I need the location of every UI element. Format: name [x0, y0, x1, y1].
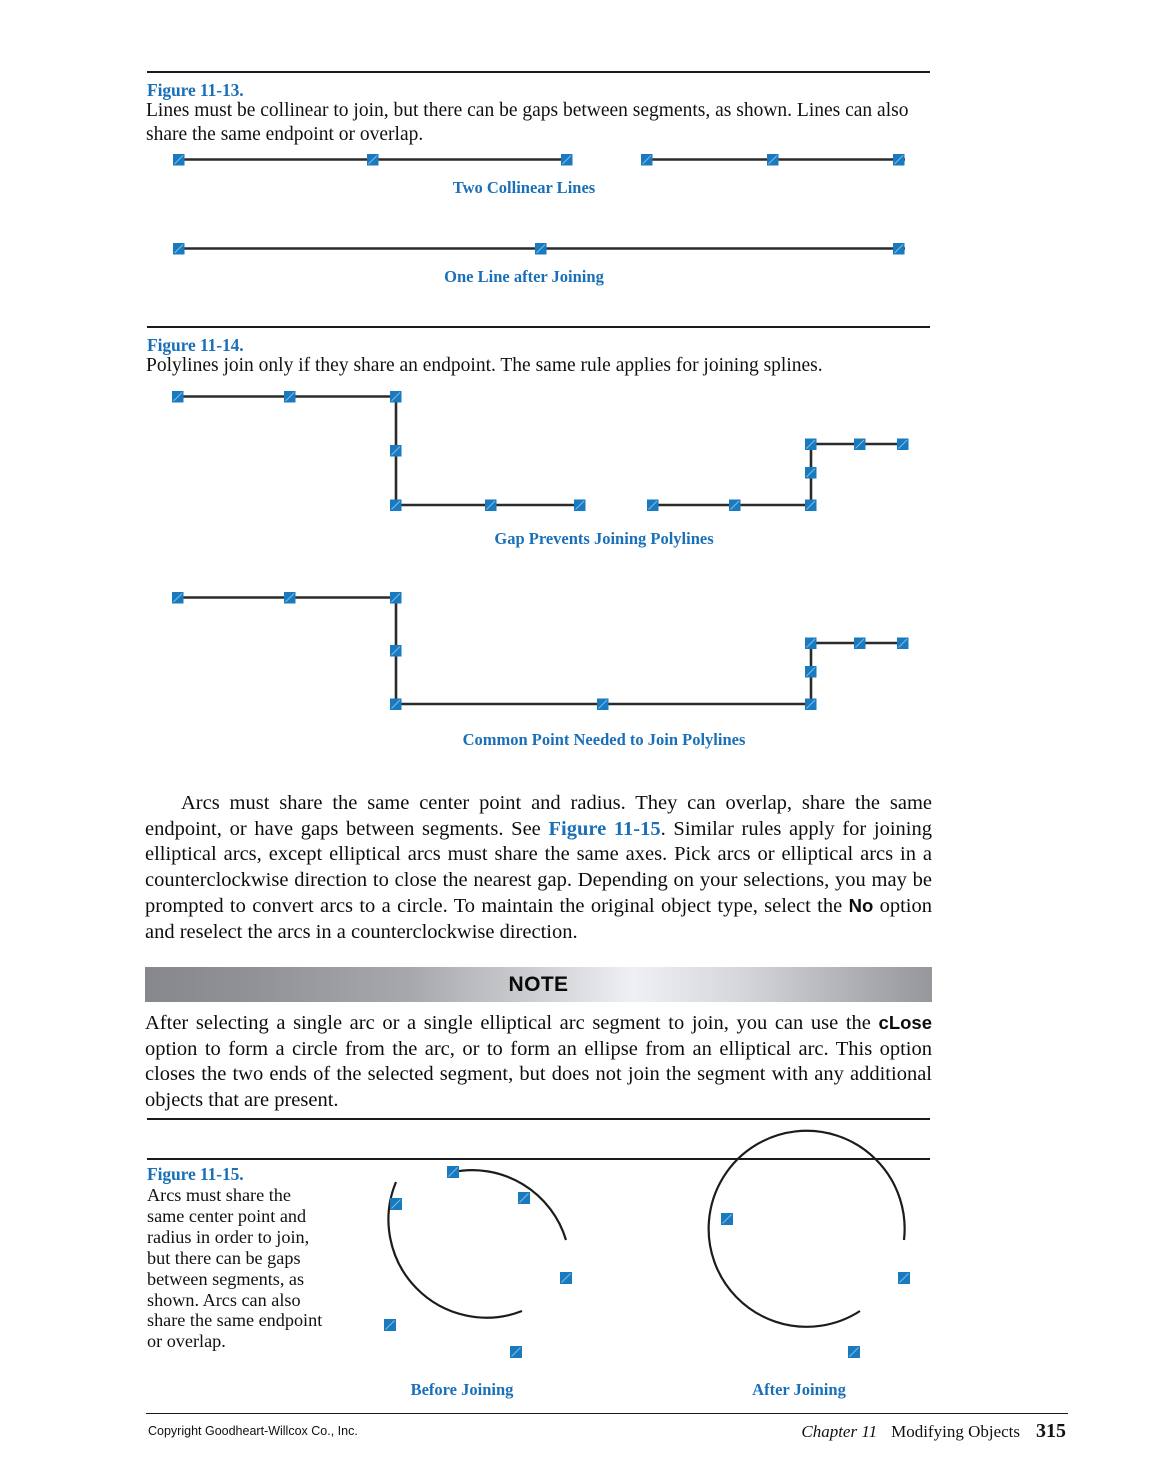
arcs-paragraph-part1: Arcs must share the same center point and radius. They can overlap, share the same endpoint, or have gaps between segments. See — [145, 792, 932, 840]
figure-11-14-gap-polylines-drawing — [160, 385, 920, 520]
grip-marker — [173, 154, 185, 166]
grip-marker — [390, 699, 402, 711]
grip-marker — [390, 1198, 402, 1210]
grip-marker — [172, 391, 184, 403]
grip-marker — [721, 1213, 733, 1225]
divider-note-bottom — [147, 1118, 930, 1120]
grip-marker — [729, 500, 741, 512]
grip-marker — [574, 500, 586, 512]
grip-marker — [384, 1319, 396, 1331]
figure-11-14-caption-2: Common Point Needed to Join Polylines — [462, 730, 746, 749]
divider-fig-11-13-top — [147, 71, 930, 73]
footer-chapter-title: Modifying Objects — [891, 1422, 1020, 1441]
grip-marker — [805, 439, 817, 451]
note-paragraph — [145, 1010, 932, 1113]
grip-marker — [854, 439, 866, 451]
grip-marker — [767, 154, 779, 166]
arcs-paragraph-part2: . Similar rules apply for joining elliptical arcs, except elliptical arcs must share the same axes. Pick arcs or elliptical arcs in a counterclockwise direction to close the nearest gap. Depending on your selections, you may be prompted to convert arcs to a circle. To maintain the original object type, select the — [145, 817, 932, 917]
footer-chapter-number: Chapter 11 — [801, 1422, 878, 1441]
grip-marker — [284, 592, 296, 604]
figure-11-15-after-joining-drawing — [693, 1160, 933, 1375]
footer-chapter-info — [801, 1420, 1066, 1443]
divider-footer — [146, 1413, 1068, 1414]
grip-marker — [893, 243, 905, 255]
figure-11-13-collinear-lines-drawing — [160, 145, 920, 180]
grip-marker — [284, 391, 296, 403]
grip-marker — [367, 154, 379, 166]
figure-11-13-caption-2: One Line after Joining — [444, 267, 604, 286]
figure-11-13-heading: Figure 11-13. — [147, 80, 244, 100]
grip-marker — [485, 500, 497, 512]
grip-marker — [173, 243, 185, 255]
grip-marker — [390, 445, 402, 457]
grip-marker — [805, 699, 817, 711]
figure-11-14-description: Polylines join only if they share an endpoint. The same rule applies for joining splines. — [146, 355, 823, 376]
grip-marker — [898, 1272, 910, 1284]
grip-marker — [561, 154, 573, 166]
figure-11-13-description: Lines must be collinear to join, but there can be gaps between segments, as shown. Lines can also share the same endpoint or overlap. — [146, 100, 909, 145]
grip-marker — [390, 391, 402, 403]
grip-marker — [172, 592, 184, 604]
grip-marker — [447, 1166, 459, 1178]
figure-11-15-heading: Figure 11-15. — [147, 1164, 244, 1184]
note-banner — [145, 967, 932, 1002]
page-number: 315 — [1036, 1420, 1066, 1442]
figure-11-15-before-joining-drawing — [355, 1160, 595, 1375]
footer-copyright: Copyright Goodheart-Willcox Co., Inc. — [148, 1424, 358, 1438]
arcs-paragraph-part3: option and reselect the arcs in a counterclockwise direction. — [145, 895, 932, 943]
grip-marker — [805, 500, 817, 512]
grip-marker — [510, 1346, 522, 1358]
arcs-paragraph — [145, 791, 932, 945]
figure-11-14-caption-1: Gap Prevents Joining Polylines — [494, 529, 714, 548]
close-option-bold: cLose — [878, 1012, 932, 1033]
grip-marker — [854, 638, 866, 650]
figure-11-15-reference[interactable]: Figure 11-15 — [548, 817, 661, 840]
grip-marker — [848, 1346, 860, 1358]
no-option-bold: No — [848, 895, 874, 916]
grip-marker — [390, 645, 402, 657]
grip-marker — [805, 467, 817, 479]
grip-marker — [897, 439, 909, 451]
grip-marker — [805, 638, 817, 650]
figure-11-14-joined-polylines-drawing — [160, 586, 920, 711]
grip-marker — [641, 154, 653, 166]
figure-11-15-caption-2: After Joining — [752, 1380, 846, 1399]
grip-marker — [893, 154, 905, 166]
figure-11-15-description: Arcs must share the same center point and radius in order to join, but there can be gaps between segments, as shown. Arcs can also share the same endpoint or overlap. — [147, 1185, 323, 1352]
grip-marker — [518, 1192, 530, 1204]
figure-11-13-joined-line-drawing — [160, 234, 920, 269]
grip-marker — [597, 699, 609, 711]
note-text-part2: option to form a circle from the arc, or to form an ellipse from an elliptical arc. This option closes the two ends of the selected segment, but does not join the segment with any additional objects that are present. — [145, 1037, 932, 1111]
grip-marker — [535, 243, 547, 255]
figure-11-15-caption-1: Before Joining — [410, 1380, 514, 1399]
figure-11-13-caption-1: Two Collinear Lines — [452, 178, 596, 197]
grip-marker — [390, 592, 402, 604]
figure-11-14-heading: Figure 11-14. — [147, 335, 244, 355]
grip-marker — [390, 500, 402, 512]
grip-marker — [560, 1272, 572, 1284]
note-label: NOTE — [508, 973, 569, 996]
grip-marker — [805, 666, 817, 678]
grip-marker — [897, 638, 909, 650]
divider-fig-11-14-top — [147, 326, 930, 328]
grip-marker — [647, 500, 659, 512]
note-text-part1: After selecting a single arc or a single elliptical arc segment to join, you can use the — [145, 1012, 879, 1034]
